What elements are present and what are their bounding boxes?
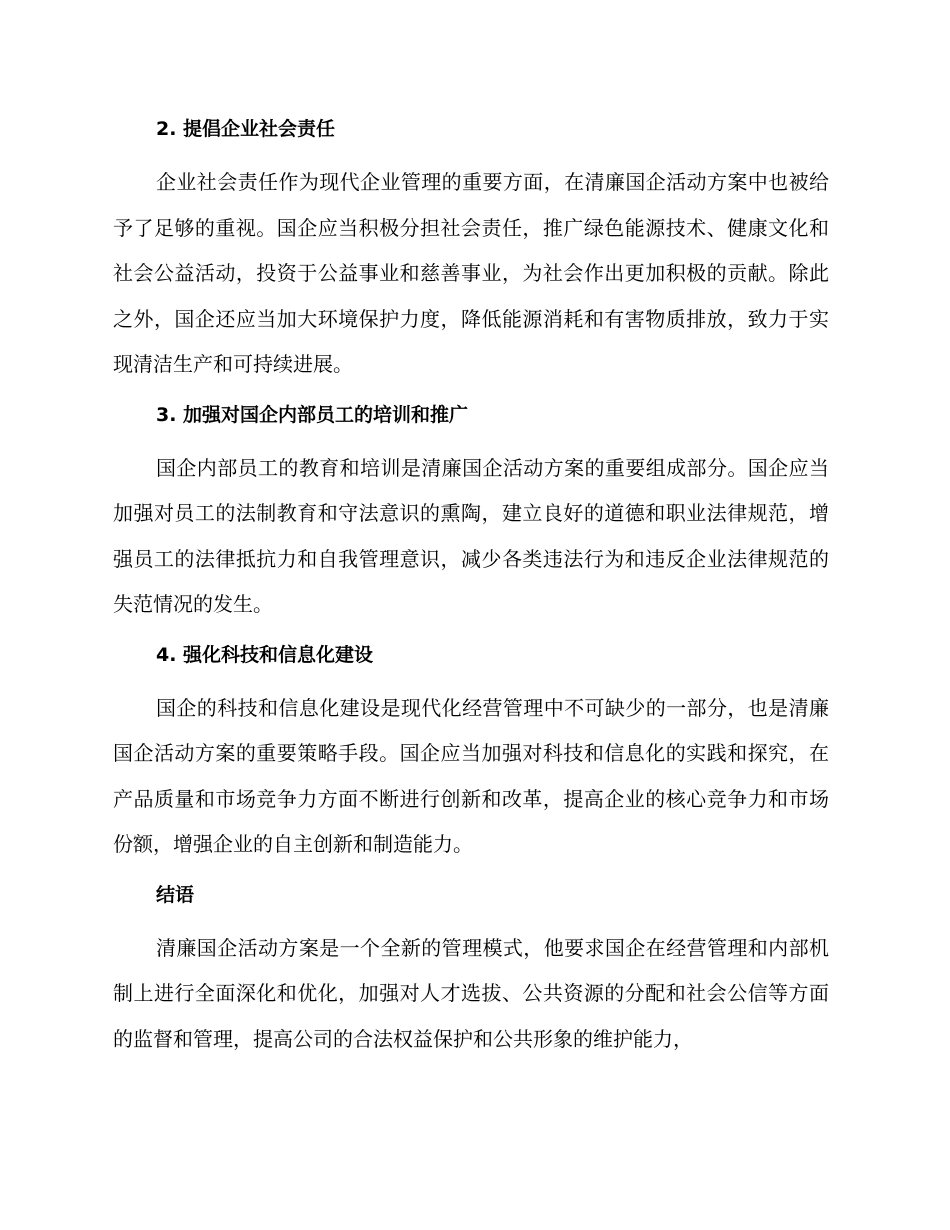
conclusion-paragraph: 清廉国企活动方案是一个全新的管理模式，他要求国企在经营管理和内部机制上进行全面深化和优化，加强对人才选拔、公共资源的分配和社会公信等方面的监督和管理，提高公司的合法权益保护和公共形象的维护能力，	[113, 935, 829, 1051]
section-heading: 4. 强化科技和信息化建设	[156, 643, 374, 666]
conclusion-heading: 结语	[156, 883, 195, 906]
section-paragraph: 企业社会责任作为现代企业管理的重要方面，在清廉国企活动方案中也被给予了足够的重视。国企应当积极分担社会责任，推广绿色能源技术、健康文化和社会公益活动，投资于公益事业和慈善事业，为社会作出更加积极的贡献。除此之外，国企还应当加大环境保护力度，降低能源消耗和有害物质排放，致力于实现清洁生产和可持续进展。	[113, 170, 829, 376]
section-paragraph: 国企内部员工的教育和培训是清廉国企活动方案的重要组成部分。国企应当加强对员工的法制教育和守法意识的熏陶，建立良好的道德和职业法律规范，增强员工的法律抵抗力和自我管理意识，减少各类违法行为和违反企业法律规范的失范情况的发生。	[113, 455, 829, 616]
document-body	[113, 110, 829, 1062]
section-paragraph: 国企的科技和信息化建设是现代化经营管理中不可缺少的一部分，也是清廉国企活动方案的重要策略手段。国企应当加强对科技和信息化的实践和探究，在产品质量和市场竞争力方面不断进行创新和改革，提高企业的核心竞争力和市场份额，增强企业的自主创新和制造能力。	[113, 695, 829, 856]
section-heading: 2. 提倡企业社会责任	[156, 118, 336, 140]
section-heading: 3. 加强对国企内部员工的培训和推广	[156, 403, 469, 426]
